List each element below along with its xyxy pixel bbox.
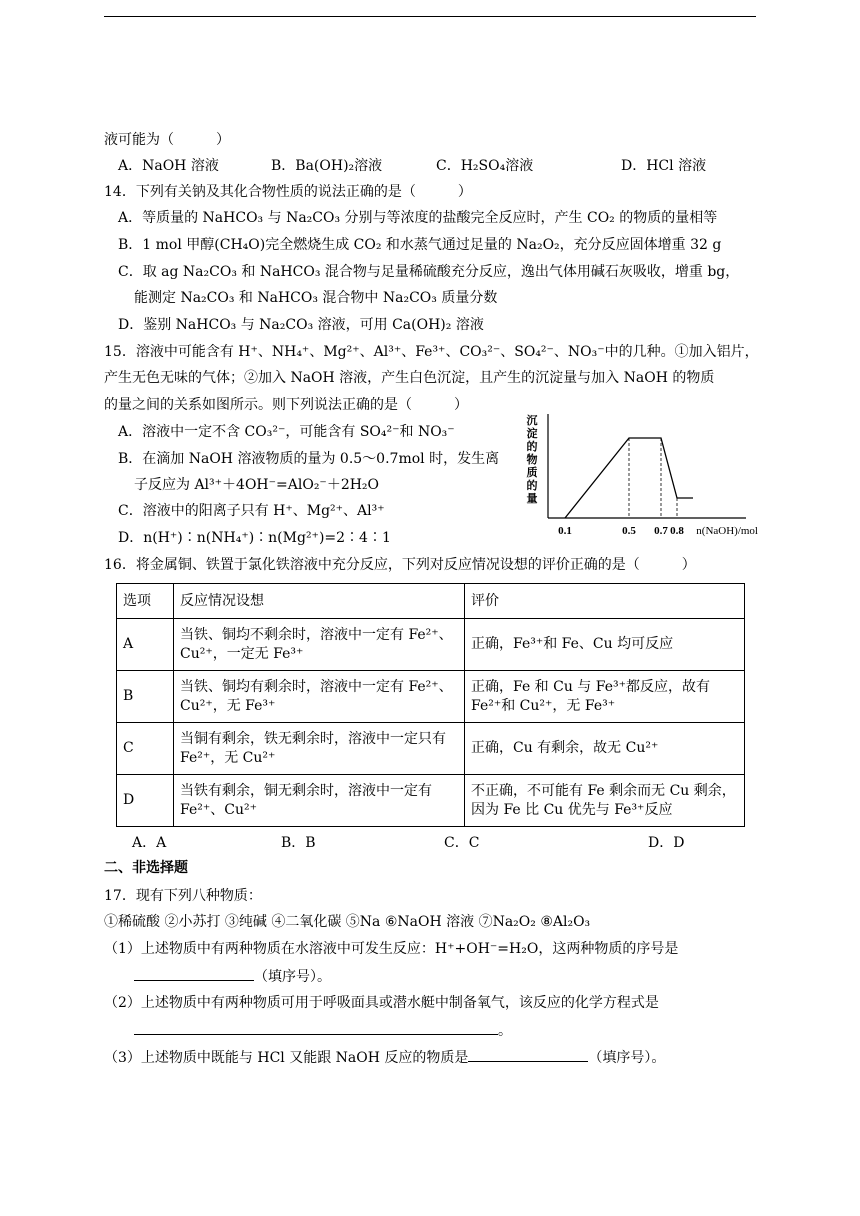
table-header-cell: 反应情况设想 <box>174 584 465 619</box>
chart-y-label-char: 的 <box>526 479 538 492</box>
table-row <box>117 671 745 723</box>
table-cell: 不正确，不可能有 Fe 剩余而无 Cu 剩余，因为 Fe 比 Cu 优先与 Fe³⁺反应 <box>465 775 745 827</box>
q15-option-b-line1: B．在滴加 NaOH 溶液物质的量为 0.5～0.7mol 时，发生离 <box>118 451 500 467</box>
q17-part1-line1: （1）上述物质中有两种物质在水溶液中可发生反应：H⁺+OH⁻=H₂O，这两种物质的序号是 <box>104 941 679 957</box>
chart-y-label <box>527 413 538 505</box>
q13-option-b: B．Ba(OH)₂溶液 <box>271 158 383 174</box>
q17-part3-suffix: （填序号）。 <box>588 1050 666 1066</box>
q14-option-d: D．鉴别 NaHCO₃ 与 Na₂CO₃ 溶液，可用 Ca(OH)₂ 溶液 <box>118 317 484 333</box>
chart-y-label-char: 沉 <box>526 414 538 427</box>
chart-x-ticks <box>558 525 684 537</box>
section-heading: 二、非选择题 <box>104 860 188 876</box>
q14-option-c-line2: 能测定 Na₂CO₃ 和 NaHCO₃ 混合物中 Na₂CO₃ 质量分数 <box>134 290 498 306</box>
q17-part2-line2 <box>134 1020 512 1041</box>
table-cell: 当铜有剩余，铁无剩余时，溶液中一定只有 Fe²⁺，无 Cu²⁺ <box>174 723 465 775</box>
q15-option-c: C．溶液中的阳离子只有 H⁺、Mg²⁺、Al³⁺ <box>118 503 385 519</box>
q14-option-c-line1: C．取 ag Na₂CO₃ 和 NaHCO₃ 混合物与足量稀硫酸充分反应，逸出气体用碱石灰吸收，增重 bg， <box>118 264 740 280</box>
q15-stem-line2: 产生无色无味的气体；②加入 NaOH 溶液，产生白色沉淀，且产生的沉淀量与加入 NaOH 的物质 <box>104 370 715 386</box>
q13-option-d: D．HCl 溶液 <box>621 158 707 174</box>
chart-y-label-char: 量 <box>526 492 538 505</box>
chart-y-label-char: 淀 <box>526 427 538 440</box>
q17-stem: 17．现有下列八种物质： <box>104 888 262 904</box>
table-cell: 当铁、铜均不剩余时，溶液中一定有 Fe²⁺、Cu²⁺，一定无 Fe³⁺ <box>174 619 465 671</box>
chart-x-tick-label: 0.8 <box>670 525 684 537</box>
q17-part2-line1: （2）上述物质中有两种物质可用于呼吸面具或潜水艇中制备氧气，该反应的化学方程式是 <box>104 995 659 1011</box>
q15-option-a: A．溶液中一定不含 CO₃²⁻，可能含有 SO₄²⁻和 NO₃⁻ <box>118 424 455 440</box>
q16-option-c: C．C <box>444 835 480 851</box>
table-row <box>117 775 745 827</box>
answer-blank[interactable] <box>134 1020 498 1035</box>
q16-table <box>116 583 745 827</box>
table-cell: C <box>117 723 174 775</box>
chart-y-label-char: 的 <box>526 440 538 453</box>
answer-blank[interactable] <box>134 966 254 981</box>
q16-option-d: D．D <box>648 835 685 851</box>
q17-substance-list: ①稀硫酸 ②小苏打 ③纯碱 ④二氧化碳 ⑤Na ⑥NaOH 溶液 ⑦Na₂O₂ ⑧Al₂O₃ <box>104 914 591 930</box>
q17-part3-prefix: （3）上述物质中既能与 HCl 又能跟 NaOH 反应的物质是 <box>104 1050 469 1066</box>
chart-guides <box>629 438 677 518</box>
answer-blank[interactable] <box>468 1047 588 1062</box>
q14-option-a: A．等质量的 NaHCO₃ 与 Na₂CO₃ 分别与等浓度的盐酸完全反应时，产生 CO₂ 的物质的量相等 <box>118 210 718 226</box>
table-row <box>117 723 745 775</box>
q17-part1-line2 <box>134 966 331 987</box>
q15-option-d: D．n(H⁺)∶n(NH₄⁺)∶n(Mg²⁺)=2∶4∶1 <box>118 530 391 546</box>
table-cell: 正确，Fe 和 Cu 与 Fe³⁺都反应，故有 Fe²⁺和 Cu²⁺，无 Fe³⁺ <box>465 671 745 723</box>
q17-part3 <box>104 1047 665 1068</box>
q14-stem: 14．下列有关钠及其化合物性质的说法正确的是（ ） <box>104 184 472 200</box>
precipitate-chart <box>518 410 768 540</box>
chart-y-label-char: 物 <box>526 453 538 466</box>
header-rule <box>104 16 756 17</box>
table-header-cell: 选项 <box>117 584 174 619</box>
q13-option-a: A．NaOH 溶液 <box>118 158 219 174</box>
chart-x-tick-label: 0.1 <box>558 525 572 537</box>
table-header-row <box>117 584 745 619</box>
table-cell: 当铁、铜均有剩余时，溶液中一定有 Fe²⁺、Cu²⁺，无 Fe³⁺ <box>174 671 465 723</box>
q13-tail: 液可能为（ ） <box>104 132 230 148</box>
table-cell: B <box>117 671 174 723</box>
table-cell: D <box>117 775 174 827</box>
q13-option-c: C．H₂SO₄溶液 <box>436 158 534 174</box>
chart-y-label-char: 质 <box>526 466 538 479</box>
q15-stem-line1: 15．溶液中可能含有 H⁺、NH₄⁺、Mg²⁺、Al³⁺、Fe³⁺、CO₃²⁻、SO₄²⁻、NO₃⁻中的几种。①加入铝片， <box>104 344 759 360</box>
table-cell: 正确，Cu 有剩余，故无 Cu²⁺ <box>465 723 745 775</box>
q16-option-a: A．A <box>132 835 167 851</box>
table-cell: A <box>117 619 174 671</box>
q16-stem: 16．将金属铜、铁置于氯化铁溶液中充分反应，下列对反应情况设想的评价正确的是（ ） <box>104 557 696 573</box>
table-row <box>117 619 745 671</box>
q15-stem-line3: 的量之间的关系如图所示。则下列说法正确的是（ ） <box>104 397 468 413</box>
chart-x-tick-label: 0.7 <box>654 525 668 537</box>
chart-x-label: n(NaOH)/mol <box>696 525 758 537</box>
table-header-cell: 评价 <box>465 584 745 619</box>
q15-option-b-line2: 子反应为 Al³⁺＋4OH⁻=AlO₂⁻＋2H₂O <box>134 477 380 493</box>
q16-option-b: B．B <box>281 835 316 851</box>
q17-part1-suffix: （填序号）。 <box>254 969 331 985</box>
table-cell: 正确，Fe³⁺和 Fe、Cu 均可反应 <box>465 619 745 671</box>
chart-x-tick-label: 0.5 <box>622 525 636 537</box>
q17-part2-suffix: 。 <box>498 1023 512 1039</box>
q14-option-b: B．1 mol 甲醇(CH₄O)完全燃烧生成 CO₂ 和水蒸气通过足量的 Na₂O₂，充分反应固体增重 32 g <box>118 237 722 253</box>
table-cell: 当铁有剩余，铜无剩余时，溶液中一定有 Fe²⁺、Cu²⁺ <box>174 775 465 827</box>
